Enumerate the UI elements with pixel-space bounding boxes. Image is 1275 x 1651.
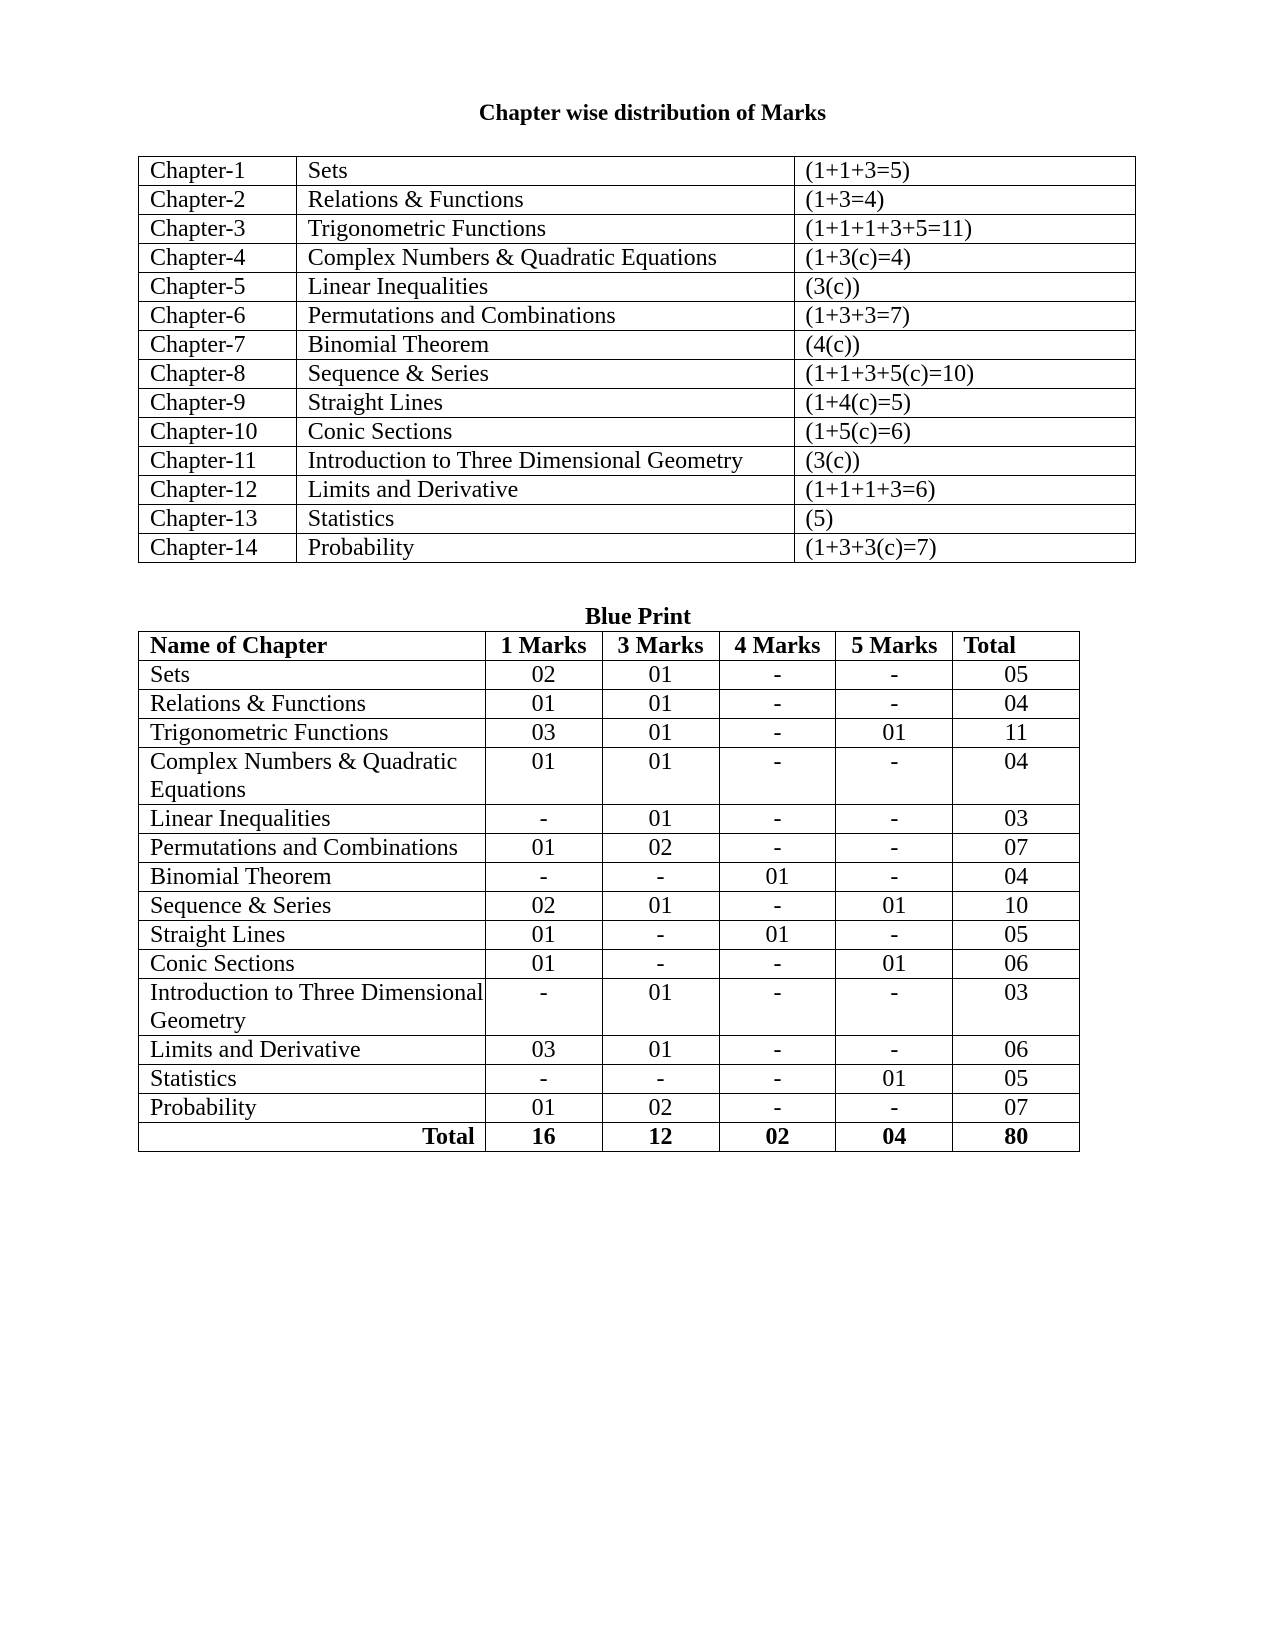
header-1-marks: 1 Marks (485, 632, 602, 661)
distribution-row (139, 157, 1136, 186)
chapter-marks: (1+4(c)=5) (795, 389, 1136, 418)
blueprint-4-marks: - (719, 805, 836, 834)
chapter-marks: (1+1+1+3+5=11) (795, 215, 1136, 244)
page-title: Chapter wise distribution of Marks (478, 100, 827, 125)
blueprint-1-marks: 01 (485, 1094, 602, 1123)
blueprint-5-marks: 01 (836, 1065, 953, 1094)
chapter-marks: (1+3(c)=4) (795, 244, 1136, 273)
blueprint-5-marks: - (836, 921, 953, 950)
header-4-marks: 4 Marks (719, 632, 836, 661)
blueprint-row (139, 979, 1080, 1036)
blueprint-5-marks: - (836, 1094, 953, 1123)
blueprint-row (139, 748, 1080, 805)
blueprint-4-marks: - (719, 690, 836, 719)
header-5-marks: 5 Marks (836, 632, 953, 661)
total-5-marks: 04 (836, 1123, 953, 1152)
blueprint-row (139, 1094, 1080, 1123)
chapter-number: Chapter-2 (139, 186, 297, 215)
chapter-number: Chapter-12 (139, 476, 297, 505)
blueprint-5-marks: - (836, 1036, 953, 1065)
chapter-marks: (1+1+3+5(c)=10) (795, 360, 1136, 389)
blueprint-chapter-name: Statistics (139, 1065, 486, 1094)
blueprint-row (139, 719, 1080, 748)
blueprint-4-marks: - (719, 661, 836, 690)
blueprint-total: 07 (953, 834, 1080, 863)
blueprint-3-marks: - (602, 950, 719, 979)
distribution-row (139, 534, 1136, 563)
blueprint-chapter-name: Limits and Derivative (139, 1036, 486, 1065)
total-1-marks: 16 (485, 1123, 602, 1152)
blueprint-5-marks: 01 (836, 719, 953, 748)
chapter-name: Limits and Derivative (296, 476, 795, 505)
chapter-marks: (5) (795, 505, 1136, 534)
chapter-number: Chapter-9 (139, 389, 297, 418)
distribution-table (138, 156, 1136, 563)
distribution-row (139, 447, 1136, 476)
chapter-marks: (3(c)) (795, 273, 1136, 302)
blueprint-row (139, 834, 1080, 863)
blueprint-4-marks: - (719, 979, 836, 1036)
blueprint-3-marks: 01 (602, 1036, 719, 1065)
distribution-row (139, 389, 1136, 418)
chapter-name: Trigonometric Functions (296, 215, 795, 244)
blueprint-3-marks: - (602, 921, 719, 950)
chapter-name: Sequence & Series (296, 360, 795, 389)
blueprint-4-marks: - (719, 950, 836, 979)
blueprint-1-marks: - (485, 863, 602, 892)
blueprint-5-marks: - (836, 863, 953, 892)
blueprint-chapter-name: Linear Inequalities (139, 805, 486, 834)
blueprint-total: 04 (953, 690, 1080, 719)
blueprint-row (139, 892, 1080, 921)
blueprint-1-marks: 02 (485, 661, 602, 690)
blueprint-header-row (139, 632, 1080, 661)
blueprint-5-marks: - (836, 834, 953, 863)
blueprint-total: 05 (953, 1065, 1080, 1094)
blueprint-row (139, 863, 1080, 892)
chapter-name: Statistics (296, 505, 795, 534)
blueprint-total: 06 (953, 1036, 1080, 1065)
blueprint-1-marks: 01 (485, 834, 602, 863)
chapter-marks: (1+3=4) (795, 186, 1136, 215)
distribution-row (139, 476, 1136, 505)
total-3-marks: 12 (602, 1123, 719, 1152)
blueprint-1-marks: - (485, 805, 602, 834)
blueprint-4-marks: 01 (719, 863, 836, 892)
blueprint-3-marks: - (602, 1065, 719, 1094)
blueprint-total: 10 (953, 892, 1080, 921)
chapter-number: Chapter-4 (139, 244, 297, 273)
blueprint-3-marks: 01 (602, 690, 719, 719)
blueprint-row (139, 921, 1080, 950)
distribution-row (139, 302, 1136, 331)
chapter-name: Conic Sections (296, 418, 795, 447)
distribution-row (139, 186, 1136, 215)
blueprint-row (139, 805, 1080, 834)
blueprint-row (139, 1036, 1080, 1065)
total-4-marks: 02 (719, 1123, 836, 1152)
blueprint-total: 03 (953, 979, 1080, 1036)
distribution-row (139, 418, 1136, 447)
distribution-row (139, 360, 1136, 389)
blueprint-4-marks: - (719, 719, 836, 748)
chapter-name: Linear Inequalities (296, 273, 795, 302)
blueprint-1-marks: 03 (485, 1036, 602, 1065)
chapter-number: Chapter-6 (139, 302, 297, 331)
blueprint-chapter-name: Complex Numbers & Quadratic Equations (139, 748, 486, 805)
chapter-marks: (3(c)) (795, 447, 1136, 476)
blueprint-4-marks: - (719, 834, 836, 863)
blueprint-chapter-name: Conic Sections (139, 950, 486, 979)
blueprint-5-marks: 01 (836, 892, 953, 921)
blueprint-total: 07 (953, 1094, 1080, 1123)
chapter-marks: (1+3+3(c)=7) (795, 534, 1136, 563)
distribution-row (139, 505, 1136, 534)
blueprint-total: 04 (953, 748, 1080, 805)
blueprint-3-marks: 01 (602, 661, 719, 690)
blueprint-table (138, 631, 1080, 1152)
blueprint-chapter-name: Introduction to Three Dimensional Geometry (139, 979, 486, 1036)
distribution-row (139, 244, 1136, 273)
blueprint-chapter-name: Binomial Theorem (139, 863, 486, 892)
chapter-number: Chapter-8 (139, 360, 297, 389)
blueprint-3-marks: 01 (602, 719, 719, 748)
blueprint-5-marks: - (836, 690, 953, 719)
chapter-number: Chapter-10 (139, 418, 297, 447)
blueprint-1-marks: 01 (485, 950, 602, 979)
chapter-name: Complex Numbers & Quadratic Equations (296, 244, 795, 273)
blueprint-row (139, 690, 1080, 719)
blueprint-1-marks: 02 (485, 892, 602, 921)
blueprint-chapter-name: Sets (139, 661, 486, 690)
chapter-name: Binomial Theorem (296, 331, 795, 360)
chapter-name: Relations & Functions (296, 186, 795, 215)
chapter-number: Chapter-7 (139, 331, 297, 360)
chapter-marks: (4(c)) (795, 331, 1136, 360)
blueprint-row (139, 1065, 1080, 1094)
chapter-number: Chapter-1 (139, 157, 297, 186)
blueprint-chapter-name: Probability (139, 1094, 486, 1123)
chapter-number: Chapter-3 (139, 215, 297, 244)
chapter-number: Chapter-5 (139, 273, 297, 302)
blueprint-1-marks: 03 (485, 719, 602, 748)
blueprint-total: 05 (953, 921, 1080, 950)
blueprint-3-marks: 01 (602, 979, 719, 1036)
blueprint-5-marks: - (836, 661, 953, 690)
distribution-row (139, 215, 1136, 244)
blueprint-total: 06 (953, 950, 1080, 979)
blueprint-chapter-name: Relations & Functions (139, 690, 486, 719)
blueprint-total: 05 (953, 661, 1080, 690)
blueprint-5-marks: - (836, 805, 953, 834)
blueprint-chapter-name: Straight Lines (139, 921, 486, 950)
blueprint-chapter-name: Permutations and Combinations (139, 834, 486, 863)
blueprint-total: 04 (953, 863, 1080, 892)
blueprint-3-marks: 01 (602, 805, 719, 834)
blueprint-chapter-name: Sequence & Series (139, 892, 486, 921)
blueprint-4-marks: 01 (719, 921, 836, 950)
blueprint-title: Blue Print (585, 604, 691, 630)
distribution-row (139, 273, 1136, 302)
blueprint-total-row (139, 1123, 1080, 1152)
blueprint-row (139, 950, 1080, 979)
blueprint-5-marks: 01 (836, 950, 953, 979)
chapter-name: Introduction to Three Dimensional Geometry (296, 447, 795, 476)
chapter-marks: (1+5(c)=6) (795, 418, 1136, 447)
header-name-of-chapter: Name of Chapter (139, 632, 486, 661)
chapter-name: Straight Lines (296, 389, 795, 418)
blueprint-4-marks: - (719, 1036, 836, 1065)
chapter-marks: (1+1+1+3=6) (795, 476, 1136, 505)
blueprint-3-marks: 01 (602, 748, 719, 805)
blueprint-total: 11 (953, 719, 1080, 748)
total-label: Total (139, 1123, 486, 1152)
blueprint-5-marks: - (836, 748, 953, 805)
blueprint-3-marks: 01 (602, 892, 719, 921)
blueprint-total: 03 (953, 805, 1080, 834)
blueprint-1-marks: 01 (485, 748, 602, 805)
blueprint-3-marks: 02 (602, 834, 719, 863)
blueprint-1-marks: - (485, 979, 602, 1036)
blueprint-4-marks: - (719, 1094, 836, 1123)
chapter-marks: (1+1+3=5) (795, 157, 1136, 186)
blueprint-3-marks: 02 (602, 1094, 719, 1123)
chapter-marks: (1+3+3=7) (795, 302, 1136, 331)
blueprint-4-marks: - (719, 748, 836, 805)
blueprint-row (139, 661, 1080, 690)
blueprint-4-marks: - (719, 1065, 836, 1094)
header-total: Total (953, 632, 1080, 661)
chapter-name: Permutations and Combinations (296, 302, 795, 331)
chapter-number: Chapter-11 (139, 447, 297, 476)
blueprint-1-marks: 01 (485, 921, 602, 950)
header-3-marks: 3 Marks (602, 632, 719, 661)
chapter-name: Sets (296, 157, 795, 186)
blueprint-5-marks: - (836, 979, 953, 1036)
chapter-name: Probability (296, 534, 795, 563)
blueprint-1-marks: - (485, 1065, 602, 1094)
blueprint-chapter-name: Trigonometric Functions (139, 719, 486, 748)
distribution-row (139, 331, 1136, 360)
blueprint-1-marks: 01 (485, 690, 602, 719)
chapter-number: Chapter-13 (139, 505, 297, 534)
blueprint-3-marks: - (602, 863, 719, 892)
blueprint-4-marks: - (719, 892, 836, 921)
chapter-number: Chapter-14 (139, 534, 297, 563)
total-total: 80 (953, 1123, 1080, 1152)
